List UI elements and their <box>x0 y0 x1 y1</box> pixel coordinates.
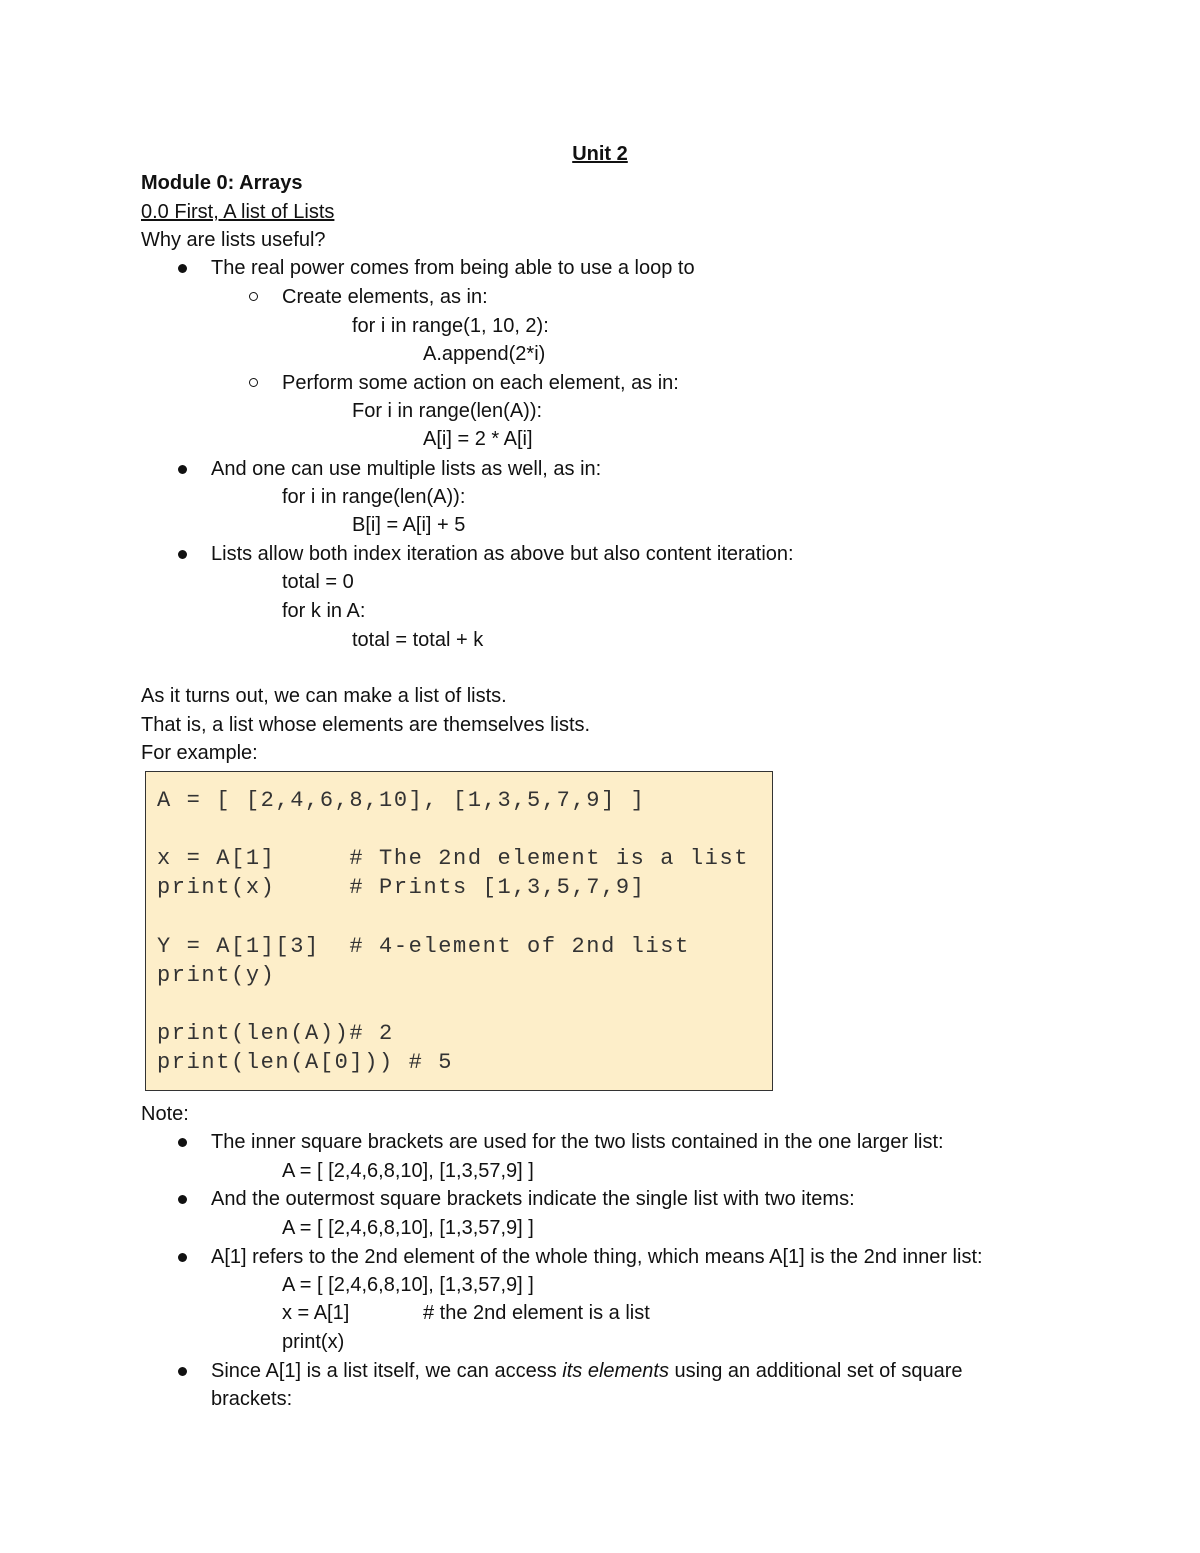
code-box-line: print(len(A[0])) # 5 <box>157 1050 454 1075</box>
code-line: for i in range(len(A)): <box>282 486 466 508</box>
paragraph-line: That is, a list whose elements are themselves lists. <box>141 714 591 736</box>
sub-bullet-text: Perform some action on each element, as in: <box>282 372 679 394</box>
code-example-box <box>145 771 773 1091</box>
bullet-icon <box>178 1367 187 1376</box>
bullet-icon <box>178 1138 187 1147</box>
bullet-icon <box>178 550 187 559</box>
section-heading: 0.0 First, A list of Lists <box>141 201 335 223</box>
note-code-line: A = [ [2,4,6,8,10], [1,3,57,9] ] <box>282 1160 534 1182</box>
bullet-text: Lists allow both index iteration as above but also content iteration: <box>211 543 794 565</box>
bullet-icon <box>178 264 187 273</box>
note-label: Note: <box>141 1103 189 1125</box>
code-line: total = total + k <box>352 629 484 651</box>
bullet-text: The real power comes from being able to use a loop to <box>211 257 695 279</box>
code-box-line: print(x) # Prints [1,3,5,7,9] <box>157 875 646 900</box>
bullet-icon <box>178 1195 187 1204</box>
code-line: B[i] = A[i] + 5 <box>352 514 466 536</box>
note-text: The inner square brackets are used for the two lists contained in the one larger list: <box>211 1131 944 1153</box>
note-code-line: print(x) <box>282 1331 345 1353</box>
note-code-comment: # the 2nd element is a list <box>423 1302 650 1324</box>
page-title: Unit 2 <box>572 143 628 165</box>
code-line: A.append(2*i) <box>423 343 546 365</box>
note-code-line: A = [ [2,4,6,8,10], [1,3,57,9] ] <box>282 1217 534 1239</box>
code-line: For i in range(len(A)): <box>352 400 543 422</box>
code-box-line: A = [ [2,4,6,8,10], [1,3,5,7,9] ] <box>157 788 646 813</box>
code-line: for i in range(1, 10, 2): <box>352 315 549 337</box>
note-text-part: using an additional set of square <box>668 1360 963 1382</box>
note-text <box>211 1359 963 1383</box>
bullet-text: And one can use multiple lists as well, as in: <box>211 458 602 480</box>
circle-bullet-icon <box>249 292 258 301</box>
paragraph-line: As it turns out, we can make a list of lists. <box>141 685 507 707</box>
code-line: A[i] = 2 * A[i] <box>423 428 533 450</box>
sub-bullet-text: Create elements, as in: <box>282 286 488 308</box>
note-text: And the outermost square brackets indicate the single list with two items: <box>211 1188 855 1210</box>
note-text-part: Since A[1] is a list itself, we can access <box>211 1360 563 1382</box>
module-heading: Module 0: Arrays <box>141 172 303 194</box>
code-line: for k in A: <box>282 600 366 622</box>
code-line: total = 0 <box>282 571 354 593</box>
note-text: A[1] refers to the 2nd element of the whole thing, which means A[1] is the 2nd inner list: <box>211 1246 983 1268</box>
bullet-icon <box>178 465 187 474</box>
paragraph-line: For example: <box>141 742 258 764</box>
code-box-line: print(y) <box>157 963 276 988</box>
intro-question: Why are lists useful? <box>141 229 326 251</box>
note-text: brackets: <box>211 1388 293 1410</box>
code-box-line: print(len(A))# 2 <box>157 1021 394 1046</box>
code-box-line: x = A[1] # The 2nd element is a list <box>157 846 750 871</box>
circle-bullet-icon <box>249 378 258 387</box>
note-code-line: x = A[1] <box>282 1302 350 1324</box>
note-code-line: A = [ [2,4,6,8,10], [1,3,57,9] ] <box>282 1274 534 1296</box>
code-box-line: Y = A[1][3] # 4-element of 2nd list <box>157 934 690 959</box>
bullet-icon <box>178 1253 187 1262</box>
note-text-emphasis: its elements <box>562 1360 669 1382</box>
